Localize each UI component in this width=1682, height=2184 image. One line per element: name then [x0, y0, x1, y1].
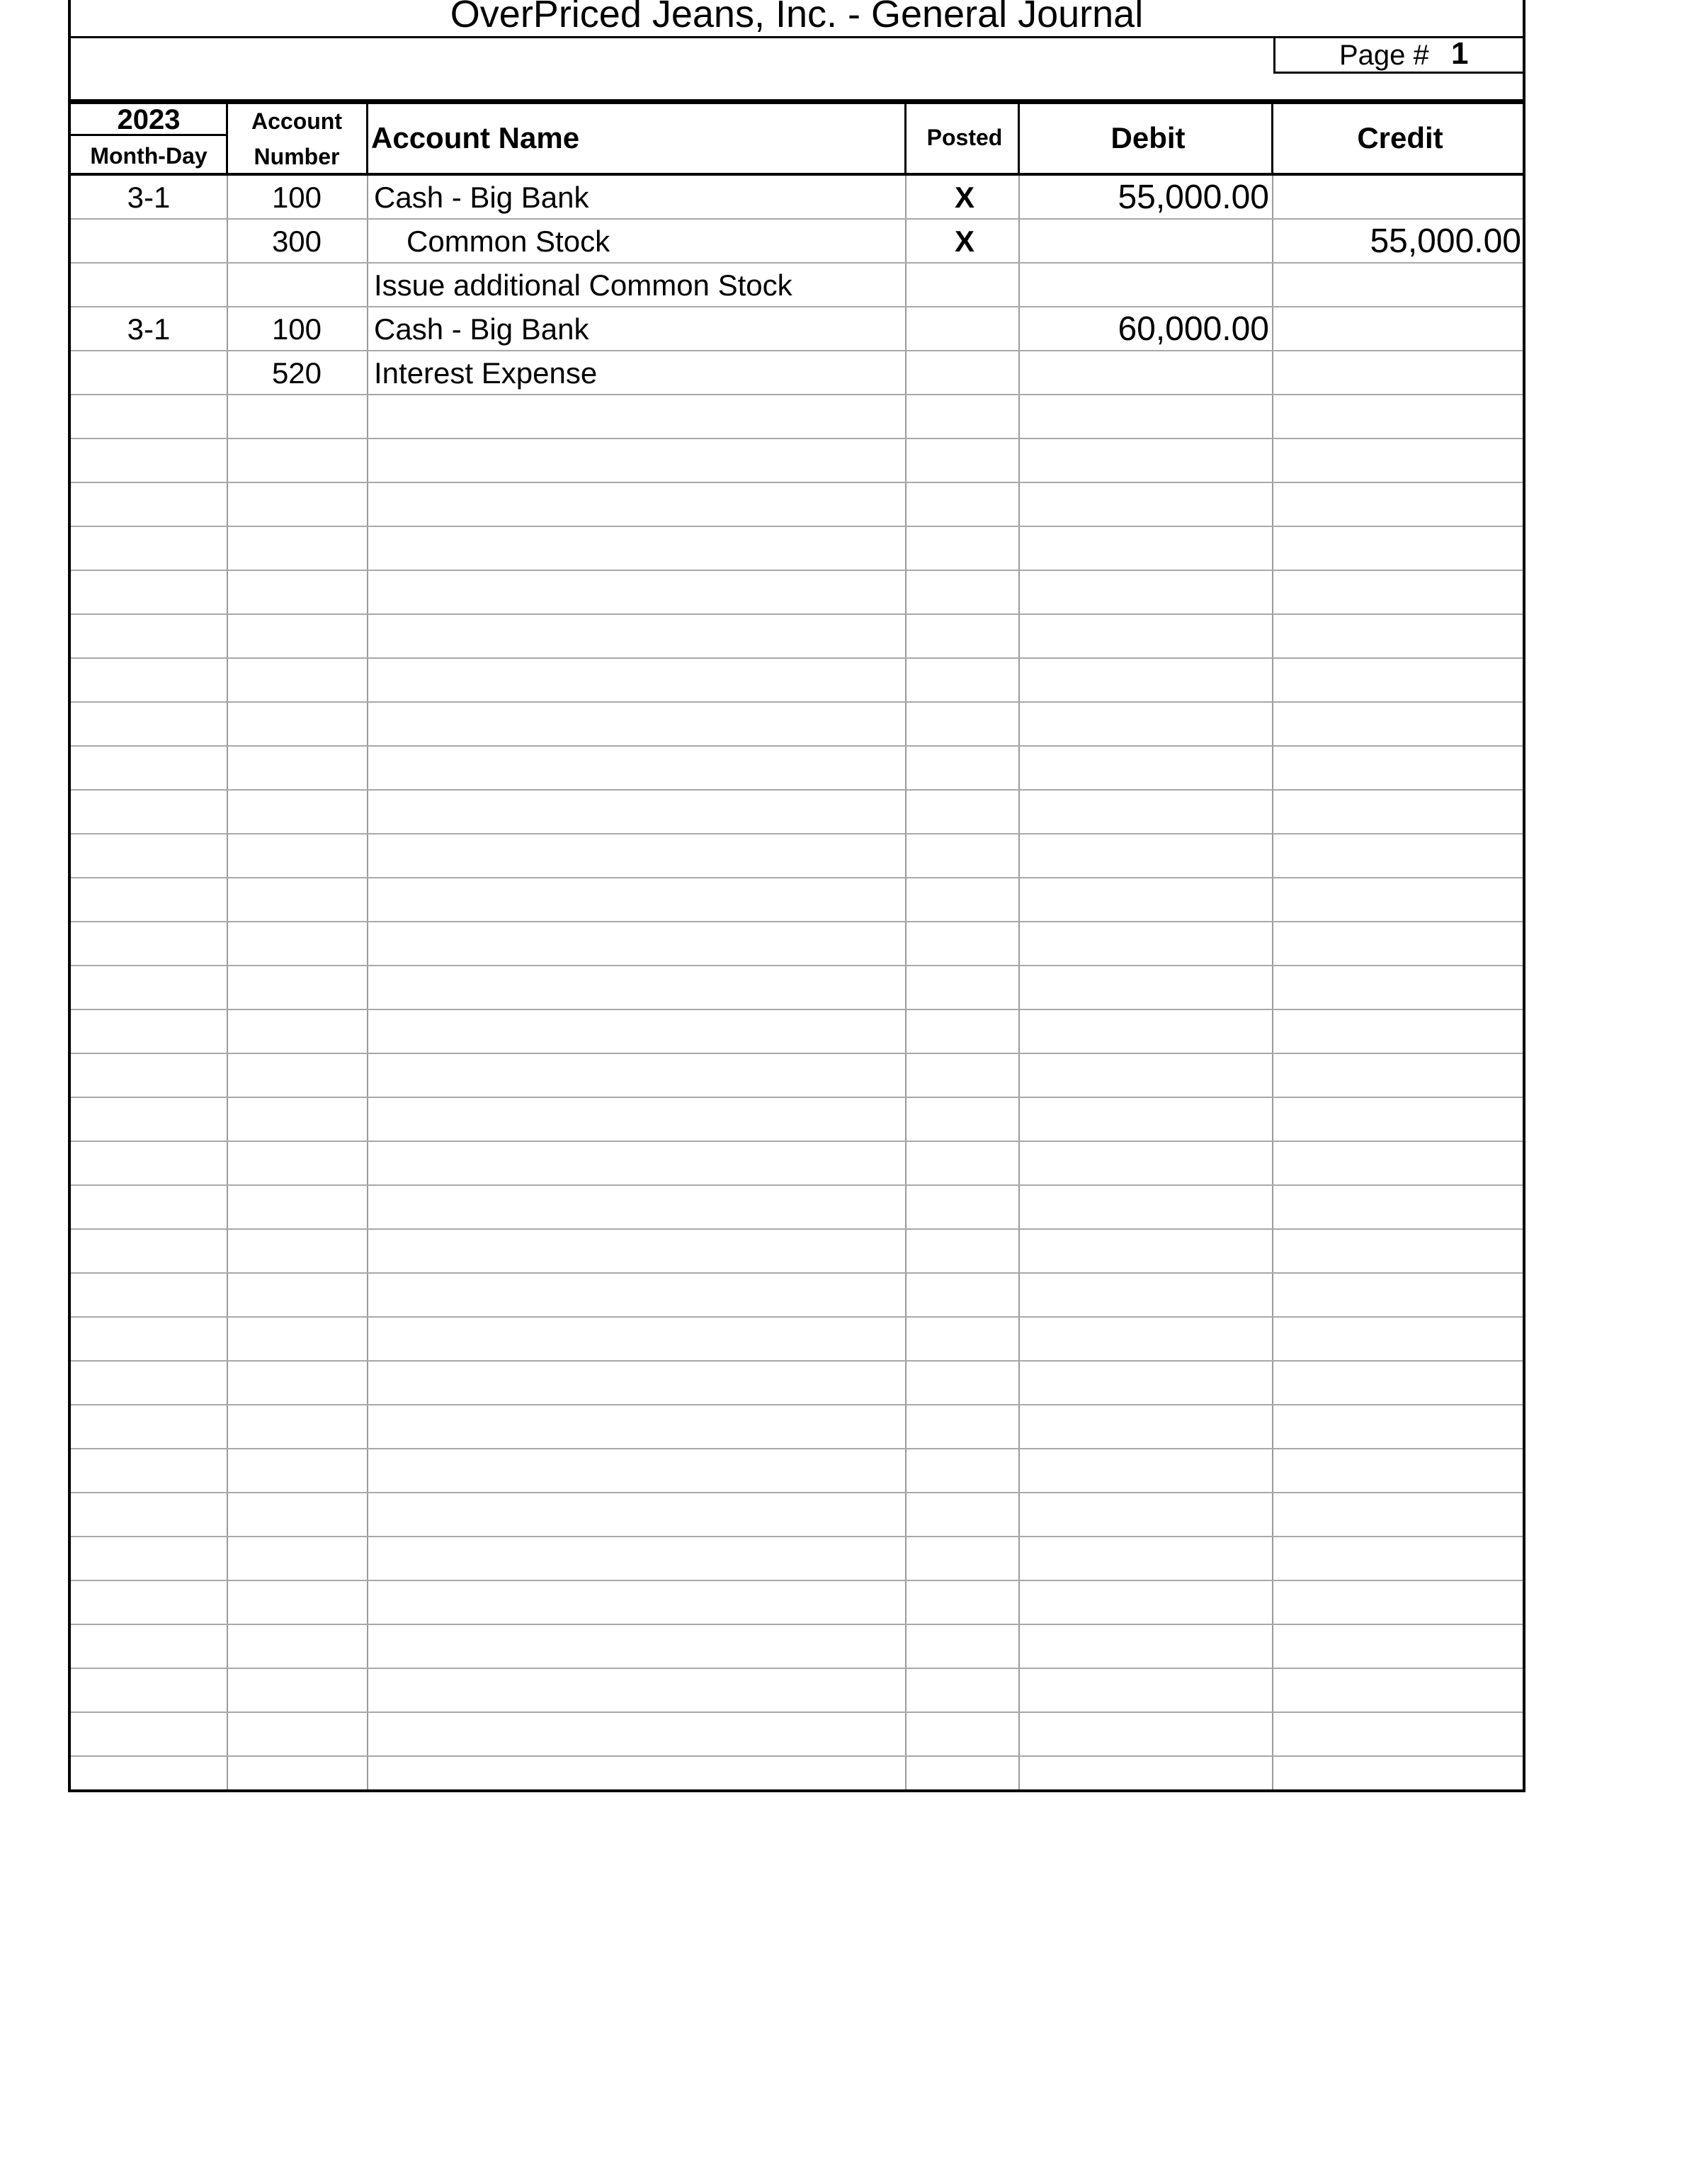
journal-row	[71, 1274, 1523, 1318]
credit-cell	[1275, 1230, 1521, 1272]
debit-cell	[1021, 1186, 1269, 1228]
journal-row	[71, 791, 1523, 834]
account-name-cell	[374, 1625, 905, 1668]
credit-cell	[1275, 1098, 1521, 1141]
account-number-cell	[227, 1625, 367, 1668]
credit-cell	[1275, 834, 1521, 877]
journal-row	[71, 527, 1523, 571]
credit-cell	[1275, 922, 1521, 965]
journal-row	[71, 747, 1523, 791]
account-number-cell	[227, 1405, 367, 1448]
debit-cell	[1021, 1318, 1269, 1360]
posted-cell	[908, 1581, 1021, 1624]
account-number-cell	[227, 1142, 367, 1184]
debit-cell	[1021, 659, 1269, 701]
journal-row	[71, 703, 1523, 747]
credit-cell	[1275, 615, 1521, 657]
credit-cell	[1275, 1010, 1521, 1053]
debit-cell	[1021, 351, 1269, 394]
account-number-cell	[227, 1318, 367, 1360]
posted-cell	[908, 1274, 1021, 1316]
credit-cell	[1275, 351, 1521, 394]
posted-cell	[908, 1669, 1021, 1711]
account-number-cell	[227, 1493, 367, 1536]
date-cell	[71, 1362, 227, 1404]
account-name-cell	[374, 571, 905, 613]
journal-row	[71, 1098, 1523, 1142]
debit-cell: 60,000.00	[1118, 310, 1269, 348]
journal-row	[71, 615, 1523, 659]
credit-cell	[1275, 1318, 1521, 1360]
posted-cell	[908, 615, 1021, 657]
posted-cell: X	[954, 225, 974, 258]
account-number-cell	[227, 1274, 367, 1316]
credit-cell	[1275, 1449, 1521, 1492]
credit-cell	[1275, 1186, 1521, 1228]
posted-cell	[908, 878, 1021, 921]
journal-row	[71, 1669, 1523, 1713]
date-cell	[71, 966, 227, 1009]
credit-cell	[1275, 1537, 1521, 1580]
journal-row	[71, 176, 1523, 220]
debit-cell	[1021, 1142, 1269, 1184]
journal-title: OverPriced Jeans, Inc. - General Journal	[450, 0, 1144, 35]
credit-cell: 55,000.00	[1370, 222, 1521, 260]
credit-cell	[1275, 659, 1521, 701]
account-number-cell	[227, 922, 367, 965]
account-number-cell	[227, 1669, 367, 1711]
header-divider	[1271, 103, 1273, 174]
account-name-cell: Issue additional Common Stock	[374, 268, 792, 302]
posted-cell	[908, 1054, 1021, 1097]
journal-row	[71, 1625, 1523, 1669]
debit-cell	[1021, 1230, 1269, 1272]
journal-row	[71, 1186, 1523, 1230]
account-name-cell: Interest Expense	[374, 356, 598, 390]
journal-row	[71, 1493, 1523, 1537]
account-name-cell	[374, 1318, 905, 1360]
credit-cell	[1275, 747, 1521, 789]
account-number-cell	[227, 1098, 367, 1141]
journal-row	[71, 1142, 1523, 1186]
account-number-cell: 300	[271, 225, 322, 258]
account-name-cell	[374, 703, 905, 745]
account-name-cell	[374, 395, 905, 438]
date-cell	[71, 1537, 227, 1580]
account-number-cell	[227, 1581, 367, 1624]
debit-cell	[1021, 703, 1269, 745]
debit-cell	[1021, 791, 1269, 833]
date-cell	[71, 220, 227, 262]
journal-row	[71, 351, 1523, 395]
credit-cell	[1275, 1713, 1521, 1755]
account-name-cell	[374, 878, 905, 921]
posted-cell	[908, 1010, 1021, 1053]
debit-cell	[1021, 1010, 1269, 1053]
account-name-cell	[374, 1186, 905, 1228]
journal-row	[71, 483, 1523, 527]
account-number-cell	[227, 1230, 367, 1272]
date-cell	[71, 1669, 227, 1711]
account-name-cell	[374, 659, 905, 701]
account-name-cell	[374, 1230, 905, 1272]
account-number-cell	[227, 395, 367, 438]
date-cell	[71, 571, 227, 613]
journal-row	[71, 1362, 1523, 1405]
account-name-cell	[374, 1537, 905, 1580]
date-cell	[71, 659, 227, 701]
posted-cell	[908, 1449, 1021, 1492]
debit-cell	[1021, 571, 1269, 613]
credit-cell	[1275, 527, 1521, 570]
credit-cell	[1275, 176, 1521, 218]
page-number: 1	[1451, 36, 1469, 71]
date-cell	[71, 615, 227, 657]
posted-cell	[908, 395, 1021, 438]
debit-cell	[1021, 1669, 1269, 1711]
posted-cell	[908, 351, 1021, 394]
journal-row	[71, 1318, 1523, 1362]
date-cell	[71, 1274, 227, 1316]
account-number-cell: 100	[271, 181, 322, 214]
journal-row	[71, 1230, 1523, 1274]
date-cell	[71, 1142, 227, 1184]
posted-cell	[908, 1405, 1021, 1448]
account-name-cell	[374, 834, 905, 877]
journal-row	[71, 1537, 1523, 1581]
credit-cell	[1275, 1054, 1521, 1097]
account-number-cell: 520	[271, 356, 322, 390]
credit-cell	[1275, 483, 1521, 526]
posted-cell	[908, 1537, 1021, 1580]
debit-cell	[1021, 483, 1269, 526]
debit-cell	[1021, 1625, 1269, 1668]
date-cell	[71, 834, 227, 877]
header-divider	[904, 103, 907, 174]
header-divider	[1018, 103, 1020, 174]
debit-cell	[1021, 220, 1269, 262]
account-name-cell	[374, 1405, 905, 1448]
journal-row	[71, 395, 1523, 439]
account-name-cell	[374, 1581, 905, 1624]
date-cell	[71, 1230, 227, 1272]
date-cell	[71, 922, 227, 965]
account-name-cell	[374, 615, 905, 657]
debit-cell	[1021, 966, 1269, 1009]
date-cell	[71, 1054, 227, 1097]
debit-cell	[1021, 1493, 1269, 1536]
account-number-cell	[227, 791, 367, 833]
account-name-cell	[374, 747, 905, 789]
account-name-cell	[374, 1449, 905, 1492]
posted-cell	[908, 1098, 1021, 1141]
date-cell	[71, 1493, 227, 1536]
date-cell	[71, 527, 227, 570]
debit-cell	[1021, 1405, 1269, 1448]
account-name-cell	[374, 527, 905, 570]
debit-cell	[1021, 878, 1269, 921]
general-journal	[68, 0, 1525, 1792]
debit-cell	[1021, 747, 1269, 789]
month-day-header: Month-Day	[90, 143, 208, 169]
credit-cell	[1275, 966, 1521, 1009]
account-name-cell	[374, 483, 905, 526]
account-number-cell	[227, 439, 367, 482]
account-number-cell: 100	[271, 312, 322, 346]
posted-cell	[908, 1713, 1021, 1755]
credit-cell	[1275, 1625, 1521, 1668]
journal-row	[71, 922, 1523, 966]
posted-cell	[908, 1142, 1021, 1184]
account-number-header	[227, 103, 367, 173]
account-name-cell	[374, 1010, 905, 1053]
account-name-cell	[374, 791, 905, 833]
debit-cell	[1021, 1449, 1269, 1492]
account-name-cell	[374, 1669, 905, 1711]
date-cell	[71, 395, 227, 438]
posted-cell	[908, 1186, 1021, 1228]
account-name-cell: Cash - Big Bank	[374, 312, 589, 346]
account-name-cell	[374, 1098, 905, 1141]
account-name-cell	[374, 922, 905, 965]
journal-row	[71, 966, 1523, 1010]
journal-row	[71, 1054, 1523, 1098]
journal-row	[71, 1405, 1523, 1449]
date-cell	[71, 483, 227, 526]
date-cell	[71, 1186, 227, 1228]
journal-row	[71, 1010, 1523, 1054]
journal-row	[71, 1449, 1523, 1493]
account-number-cell	[227, 659, 367, 701]
account-number-cell	[227, 264, 367, 306]
posted-cell	[908, 1362, 1021, 1404]
date-cell	[71, 1713, 227, 1755]
credit-cell	[1275, 307, 1521, 350]
account-name-header: Account Name	[371, 121, 580, 154]
debit-cell	[1021, 1054, 1269, 1097]
posted-cell: X	[954, 181, 974, 214]
credit-cell	[1275, 791, 1521, 833]
account-number-cell	[227, 1713, 367, 1755]
journal-row	[71, 659, 1523, 703]
credit-cell	[1275, 703, 1521, 745]
account-number-cell	[227, 747, 367, 789]
journal-row	[71, 307, 1523, 351]
account-name-cell	[374, 1142, 905, 1184]
account-number-cell	[227, 966, 367, 1009]
posted-cell	[908, 659, 1021, 701]
date-cell	[71, 439, 227, 482]
debit-cell	[1021, 439, 1269, 482]
debit-cell	[1021, 1537, 1269, 1580]
account-number-cell	[227, 1449, 367, 1492]
credit-cell	[1275, 878, 1521, 921]
posted-cell	[908, 571, 1021, 613]
year-header: 2023	[71, 103, 227, 136]
posted-cell	[908, 439, 1021, 482]
date-cell	[71, 1625, 227, 1668]
debit-cell	[1021, 1713, 1269, 1755]
date-cell	[71, 878, 227, 921]
date-cell	[71, 747, 227, 789]
account-header-line1: Account	[251, 108, 342, 134]
account-header-line2: Number	[254, 144, 340, 169]
account-number-cell	[227, 527, 367, 570]
debit-cell	[1021, 615, 1269, 657]
date-cell	[71, 1449, 227, 1492]
debit-cell	[1021, 395, 1269, 438]
date-cell	[71, 703, 227, 745]
date-cell	[71, 1318, 227, 1360]
posted-cell	[908, 264, 1021, 306]
date-cell	[71, 1581, 227, 1624]
credit-header: Credit	[1357, 121, 1443, 154]
header-divider	[226, 103, 228, 174]
account-name-cell: Common Stock	[407, 225, 610, 258]
credit-cell	[1275, 1669, 1521, 1711]
date-cell: 3-1	[127, 181, 171, 214]
posted-cell	[908, 1625, 1021, 1668]
date-cell	[71, 1098, 227, 1141]
journal-row	[71, 264, 1523, 307]
account-number-cell	[227, 571, 367, 613]
credit-cell	[1275, 264, 1521, 306]
posted-cell	[908, 922, 1021, 965]
header-divider	[366, 103, 368, 174]
account-name-cell	[374, 1493, 905, 1536]
posted-cell	[908, 834, 1021, 877]
posted-cell	[908, 307, 1021, 350]
account-name-cell	[374, 1362, 905, 1404]
credit-cell	[1275, 395, 1521, 438]
date-cell	[71, 264, 227, 306]
date-cell	[71, 1405, 227, 1448]
debit-cell	[1021, 527, 1269, 570]
posted-cell	[908, 703, 1021, 745]
journal-row	[71, 1713, 1523, 1757]
journal-row	[71, 220, 1523, 264]
journal-row	[71, 878, 1523, 922]
journal-row	[71, 439, 1523, 483]
posted-cell	[908, 966, 1021, 1009]
date-cell	[71, 1010, 227, 1053]
date-cell: 3-1	[127, 312, 171, 346]
credit-cell	[1275, 1274, 1521, 1316]
posted-cell	[908, 527, 1021, 570]
credit-cell	[1275, 1362, 1521, 1404]
posted-cell	[908, 1318, 1021, 1360]
account-name-cell	[374, 1713, 905, 1755]
account-name-cell	[374, 1054, 905, 1097]
debit-cell	[1021, 922, 1269, 965]
account-number-cell	[227, 615, 367, 657]
debit-cell	[1021, 1098, 1269, 1141]
debit-cell	[1021, 1362, 1269, 1404]
account-number-cell	[227, 1186, 367, 1228]
credit-cell	[1275, 1581, 1521, 1624]
credit-cell	[1275, 439, 1521, 482]
posted-cell	[908, 791, 1021, 833]
account-number-cell	[227, 1054, 367, 1097]
account-number-cell	[227, 703, 367, 745]
posted-cell	[908, 1230, 1021, 1272]
debit-cell	[1021, 834, 1269, 877]
journal-row	[71, 571, 1523, 615]
posted-header: Posted	[926, 125, 1003, 150]
account-name-cell	[374, 1274, 905, 1316]
date-cell	[71, 791, 227, 833]
debit-cell	[1021, 264, 1269, 306]
date-cell	[71, 351, 227, 394]
journal-row	[71, 834, 1523, 878]
page-number-box	[1273, 36, 1523, 74]
debit-cell	[1021, 1581, 1269, 1624]
posted-cell	[908, 483, 1021, 526]
account-number-cell	[227, 1010, 367, 1053]
page-label: Page #	[1339, 40, 1429, 71]
credit-cell	[1275, 1142, 1521, 1184]
debit-cell: 55,000.00	[1118, 179, 1269, 216]
journal-row	[71, 1581, 1523, 1625]
credit-cell	[1275, 571, 1521, 613]
posted-cell	[908, 1493, 1021, 1536]
account-name-cell	[374, 439, 905, 482]
debit-header: Debit	[1110, 121, 1186, 154]
debit-cell	[1021, 1274, 1269, 1316]
account-number-cell	[227, 878, 367, 921]
credit-cell	[1275, 1405, 1521, 1448]
account-number-cell	[227, 834, 367, 877]
posted-cell	[908, 747, 1021, 789]
account-name-cell	[374, 966, 905, 1009]
account-name-cell: Cash - Big Bank	[374, 181, 589, 214]
account-number-cell	[227, 483, 367, 526]
account-number-cell	[227, 1537, 367, 1580]
credit-cell	[1275, 1493, 1521, 1536]
account-number-cell	[227, 1362, 367, 1404]
